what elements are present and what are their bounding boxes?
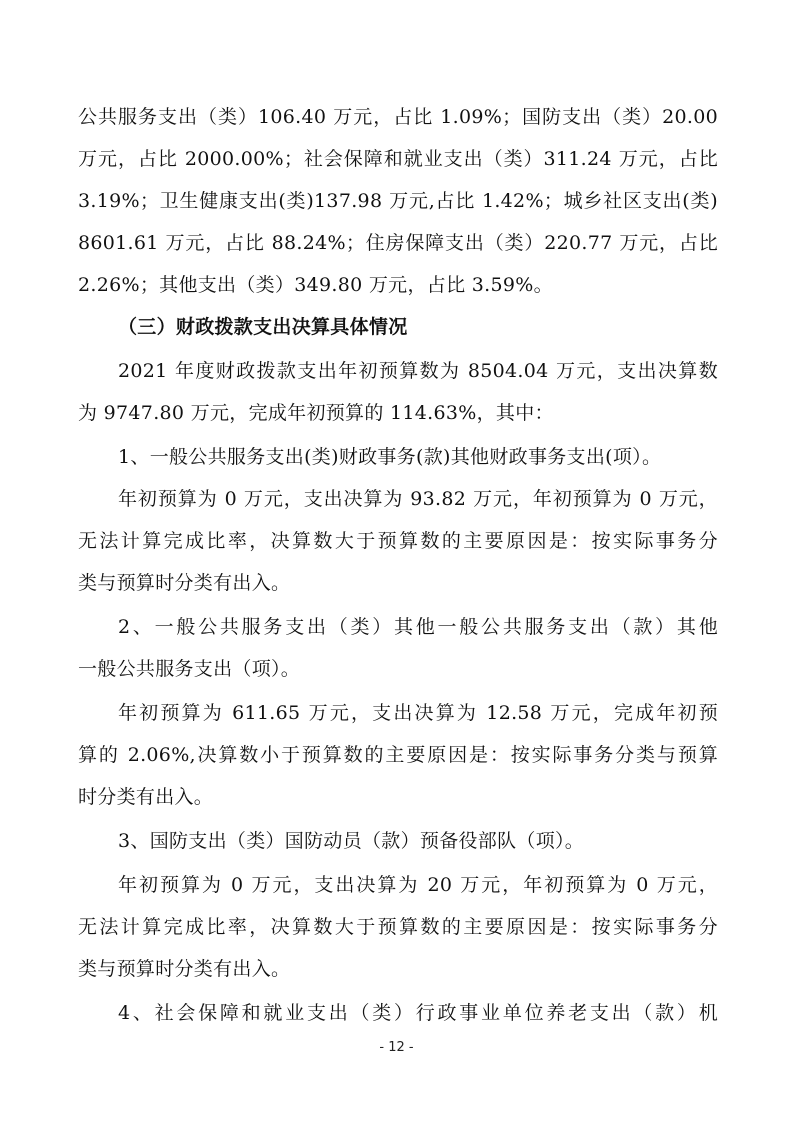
text-line: 年初预算为 0 万元，支出决算为 20 万元，年初预算为 0 万元， — [118, 874, 718, 896]
text-line: 无法计算完成比率，决算数大于预算数的主要原因是：按实际事务分 — [78, 916, 718, 938]
list-item-title: 2、一般公共服务支出（类）其他一般公共服务支出（款）其他 — [118, 616, 718, 638]
text-line: 年初预算为 0 万元，支出决算为 93.82 万元，年初预算为 0 万元， — [118, 488, 718, 510]
text-line: 2021 年度财政拨款支出年初预算数为 8504.04 万元，支出决算数 — [118, 360, 718, 382]
text-line: 公共服务支出（类）106.40 万元，占比 1.09%；国防支出（类）20.00 — [78, 106, 718, 128]
text-line: 算的 2.06%,决算数小于预算数的主要原因是：按实际事务分类与预算 — [78, 744, 718, 766]
section-heading: （三）财政拨款支出决算具体情况 — [118, 316, 408, 338]
text-line: 无法计算完成比率，决算数大于预算数的主要原因是：按实际事务分 — [78, 530, 718, 552]
text-line: 2.26%；其他支出（类）349.80 万元，占比 3.59%。 — [78, 274, 553, 296]
text-line: 3.19%；卫生健康支出(类)137.98 万元,占比 1.42%；城乡社区支出(类) — [78, 190, 718, 212]
text-line: 时分类有出入。 — [78, 786, 214, 808]
text-line: 一般公共服务支出（项）。 — [78, 658, 301, 680]
list-item-title: 3、国防支出（类）国防动员（款）预备役部队（项）。 — [118, 830, 585, 852]
text-line: 类与预算时分类有出入。 — [78, 572, 291, 594]
text-line: 为 9747.80 万元，完成年初预算的 114.63%，其中： — [78, 402, 554, 424]
text-line: 8601.61 万元，占比 88.24%；住房保障支出（类）220.77 万元，占比 — [78, 232, 718, 254]
text-line: 类与预算时分类有出入。 — [78, 958, 291, 980]
text-line: 万元，占比 2000.00%；社会保障和就业支出（类）311.24 万元，占比 — [78, 148, 718, 170]
text-line: 年初预算为 611.65 万元，支出决算为 12.58 万元，完成年初预 — [118, 702, 718, 724]
list-item-title: 1、一般公共服务支出(类)财政事务(款)其他财政事务支出(项）。 — [118, 446, 662, 468]
page-number: - 12 - — [379, 1040, 414, 1055]
list-item-title: 4、社会保障和就业支出（类）行政事业单位养老支出（款）机 — [118, 1002, 718, 1024]
